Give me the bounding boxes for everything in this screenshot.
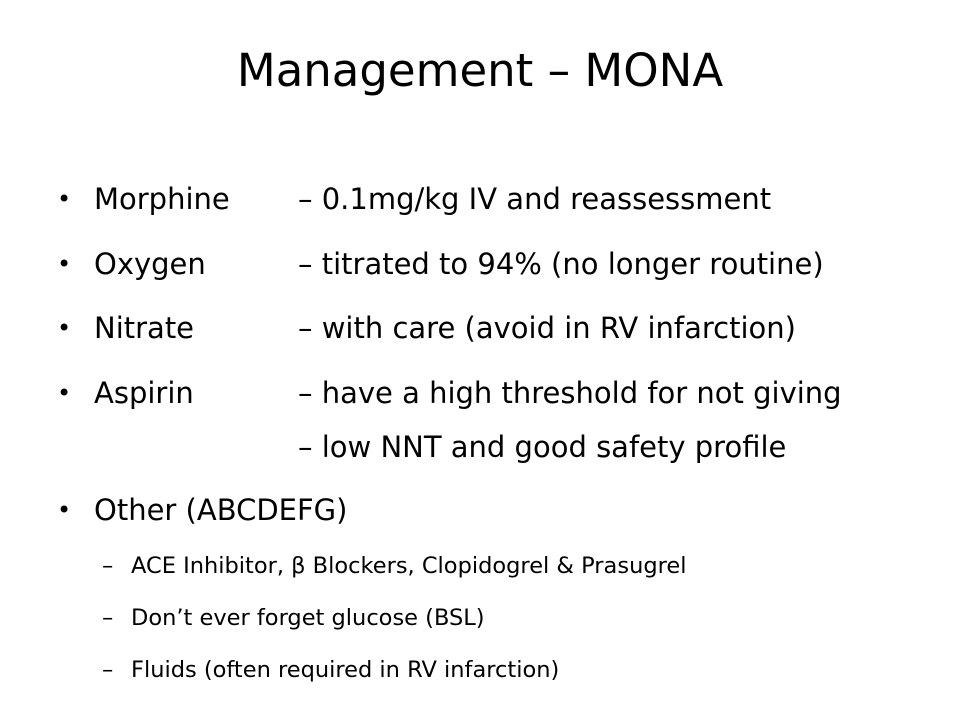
item-term: Nitrate <box>94 311 195 345</box>
slide-title: Management – MONA <box>236 44 724 97</box>
item-term: Oxygen <box>94 247 206 281</box>
list-item-aspirin <box>0 369 960 417</box>
list-item-morphine <box>0 175 960 223</box>
bullet-icon: • <box>57 379 72 407</box>
item-description: – low NNT and good safety profile <box>298 430 787 464</box>
dash-icon: – <box>102 657 114 683</box>
bullet-icon: • <box>57 314 72 342</box>
sub-list-item <box>0 650 960 690</box>
sub-item-text: ACE Inhibitor, β Blockers, Clopidogrel & Prasugrel <box>131 553 687 579</box>
bullet-icon: • <box>57 496 72 524</box>
item-description: – have a high threshold for not giving <box>298 376 842 410</box>
item-description: – 0.1mg/kg IV and reassessment <box>298 182 772 216</box>
item-description: – titrated to 94% (no longer routine) <box>298 247 824 281</box>
list-item-other <box>0 486 960 534</box>
dash-icon: – <box>102 553 114 579</box>
item-term: Morphine <box>94 182 230 216</box>
dash-icon: – <box>102 605 114 631</box>
list-item-nitrate <box>0 304 960 352</box>
item-description: – with care (avoid in RV infarction) <box>298 311 796 345</box>
bullet-icon: • <box>57 185 72 213</box>
list-item-aspirin-continuation <box>0 423 960 471</box>
item-term: Other (ABCDEFG) <box>94 493 348 527</box>
sub-item-text: Don’t ever forget glucose (BSL) <box>131 605 485 631</box>
sub-item-text: Fluids (often required in RV infarction) <box>131 657 560 683</box>
sub-list-item <box>0 546 960 586</box>
sub-list-item <box>0 598 960 638</box>
list-item-oxygen <box>0 240 960 288</box>
bullet-icon: • <box>57 250 72 278</box>
item-term: Aspirin <box>94 376 194 410</box>
